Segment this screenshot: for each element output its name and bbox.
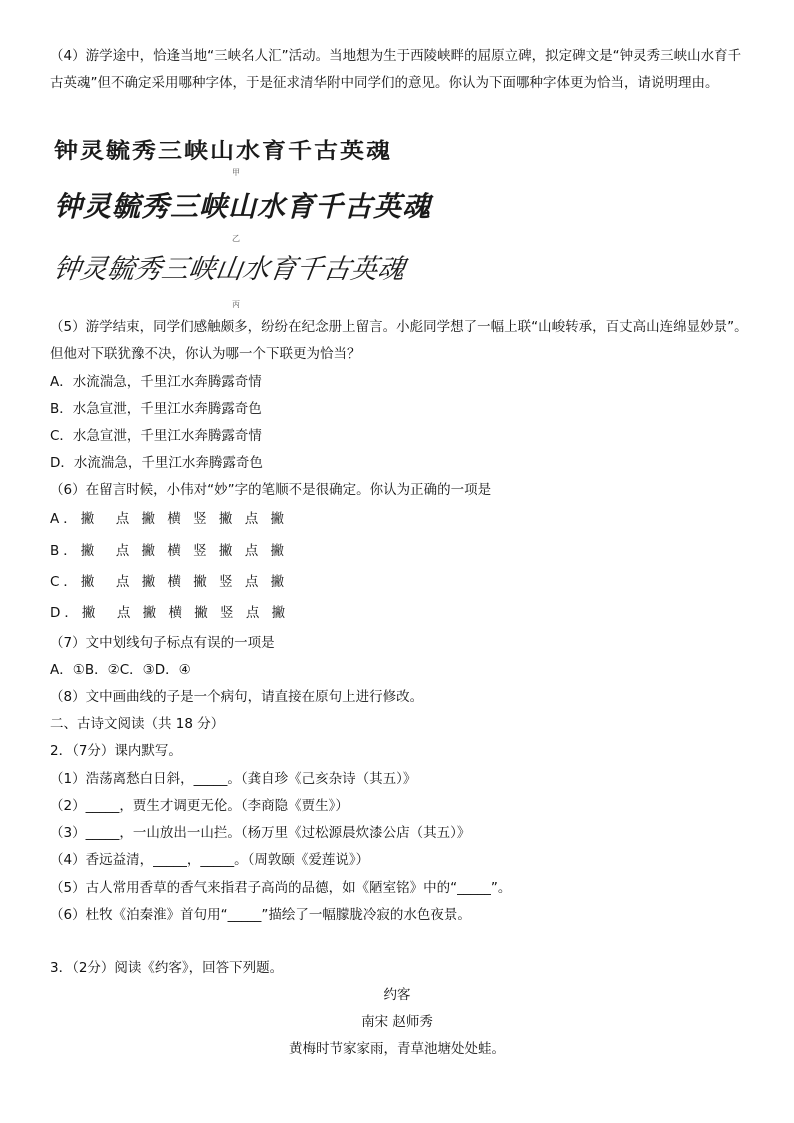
- question-2-title: 2．（7分）课内默写。: [50, 743, 182, 759]
- recitation-item-2: （2）_____，贾生才调更无伦。（李商隐《贾生》）: [50, 798, 349, 814]
- caption-c: 丙: [232, 300, 240, 309]
- question-3-title: 3．（2分）阅读《约客》，回答下列题。: [50, 960, 284, 976]
- question-7-text: （7）文中划线句子标点有误的一项是: [50, 635, 275, 651]
- calligraphy-sample-c: 钟灵毓秀三峡山水育千古英魂: [51, 254, 407, 285]
- section-2-heading: 二、古诗文阅读（共 18 分）: [50, 716, 225, 732]
- recitation-item-4: （4）香远益清，_____，_____。（周敦颐《爱莲说》）: [50, 852, 370, 868]
- recitation-item-3: （3）_____，一山放出一山拦。（杨万里《过松源晨炊漆公店（其五）》: [50, 825, 471, 841]
- q5-option-b: B．水急宣泄，千里江水奔腾露奇色: [50, 401, 262, 417]
- calligraphy-sample-b: 钟灵毓秀三峡山水育千古英魂: [54, 190, 432, 223]
- caption-a: 甲: [232, 168, 240, 177]
- question-8-text: （8）文中画曲线的子是一个病句，请直接在原句上进行修改。: [50, 689, 424, 705]
- recitation-item-5: （5）古人常用香草的香气来指君子高尚的品德，如《陋室铭》中的“_____”。: [50, 880, 512, 896]
- q5-option-a: A．水流湍急，千里江水奔腾露奇情: [50, 374, 262, 390]
- calligraphy-sample-a: 钟灵毓秀三峡山水育千古英魂: [54, 137, 392, 164]
- poem-title: 约客: [383, 987, 411, 1003]
- recitation-item-1: （1）浩荡离愁白日斜，_____。（龚自珍《己亥杂诗（其五）》: [50, 771, 417, 787]
- q6-option-b: B．撇 点 撇 横 竖 撇 点 撇: [50, 543, 289, 559]
- q5-option-c: C．水急宣泄，千里江水奔腾露奇情: [50, 428, 262, 444]
- question-5-text: （5）游学结束，同学们感触颇多，纷纷在纪念册上留言。小彪同学想了一幅上联“山峻转承，百丈高山连绵显妙景”。但他对下联犹豫不决，你认为哪一个下联更为恰当？: [50, 319, 748, 362]
- question-4-text: （4）游学途中，恰逢当地“三峡名人汇”活动。当地想为生于西陵峡畔的屈原立碑，拟定碑文是“钟灵秀三峡山水育千古英魂”但不确定采用哪种字体，于是征求清华附中同学们的意见。你认为下面哪种字体更为恰当，请说明理由。: [50, 48, 742, 91]
- q5-option-d: D．水流湍急，千里江水奔腾露奇色: [50, 455, 263, 471]
- recitation-item-6: （6）杜牧《泊秦淮》首句用“_____”描绘了一幅朦胧冷寂的水色夜景。: [50, 907, 471, 923]
- q6-option-c: C．撇 点 撇 横 撇 竖 点 撇: [50, 574, 289, 590]
- caption-b: 乙: [232, 234, 240, 243]
- question-6-text: （6）在留言时候，小伟对“妙”字的笔顺不是很确定。你认为正确的一项是: [50, 482, 492, 498]
- poem-author: 南宋 赵师秀: [361, 1014, 433, 1030]
- q6-option-a: A．撇 点 撇 横 竖 撇 点 撇: [50, 511, 288, 527]
- q7-options: A．①B．②C．③D．④: [50, 662, 191, 678]
- q6-option-d: D．撇 点 撇 横 撇 竖 点 撇: [50, 605, 290, 621]
- poem-line-1: 黄梅时节家家雨，青草池塘处处蛙。: [289, 1041, 505, 1057]
